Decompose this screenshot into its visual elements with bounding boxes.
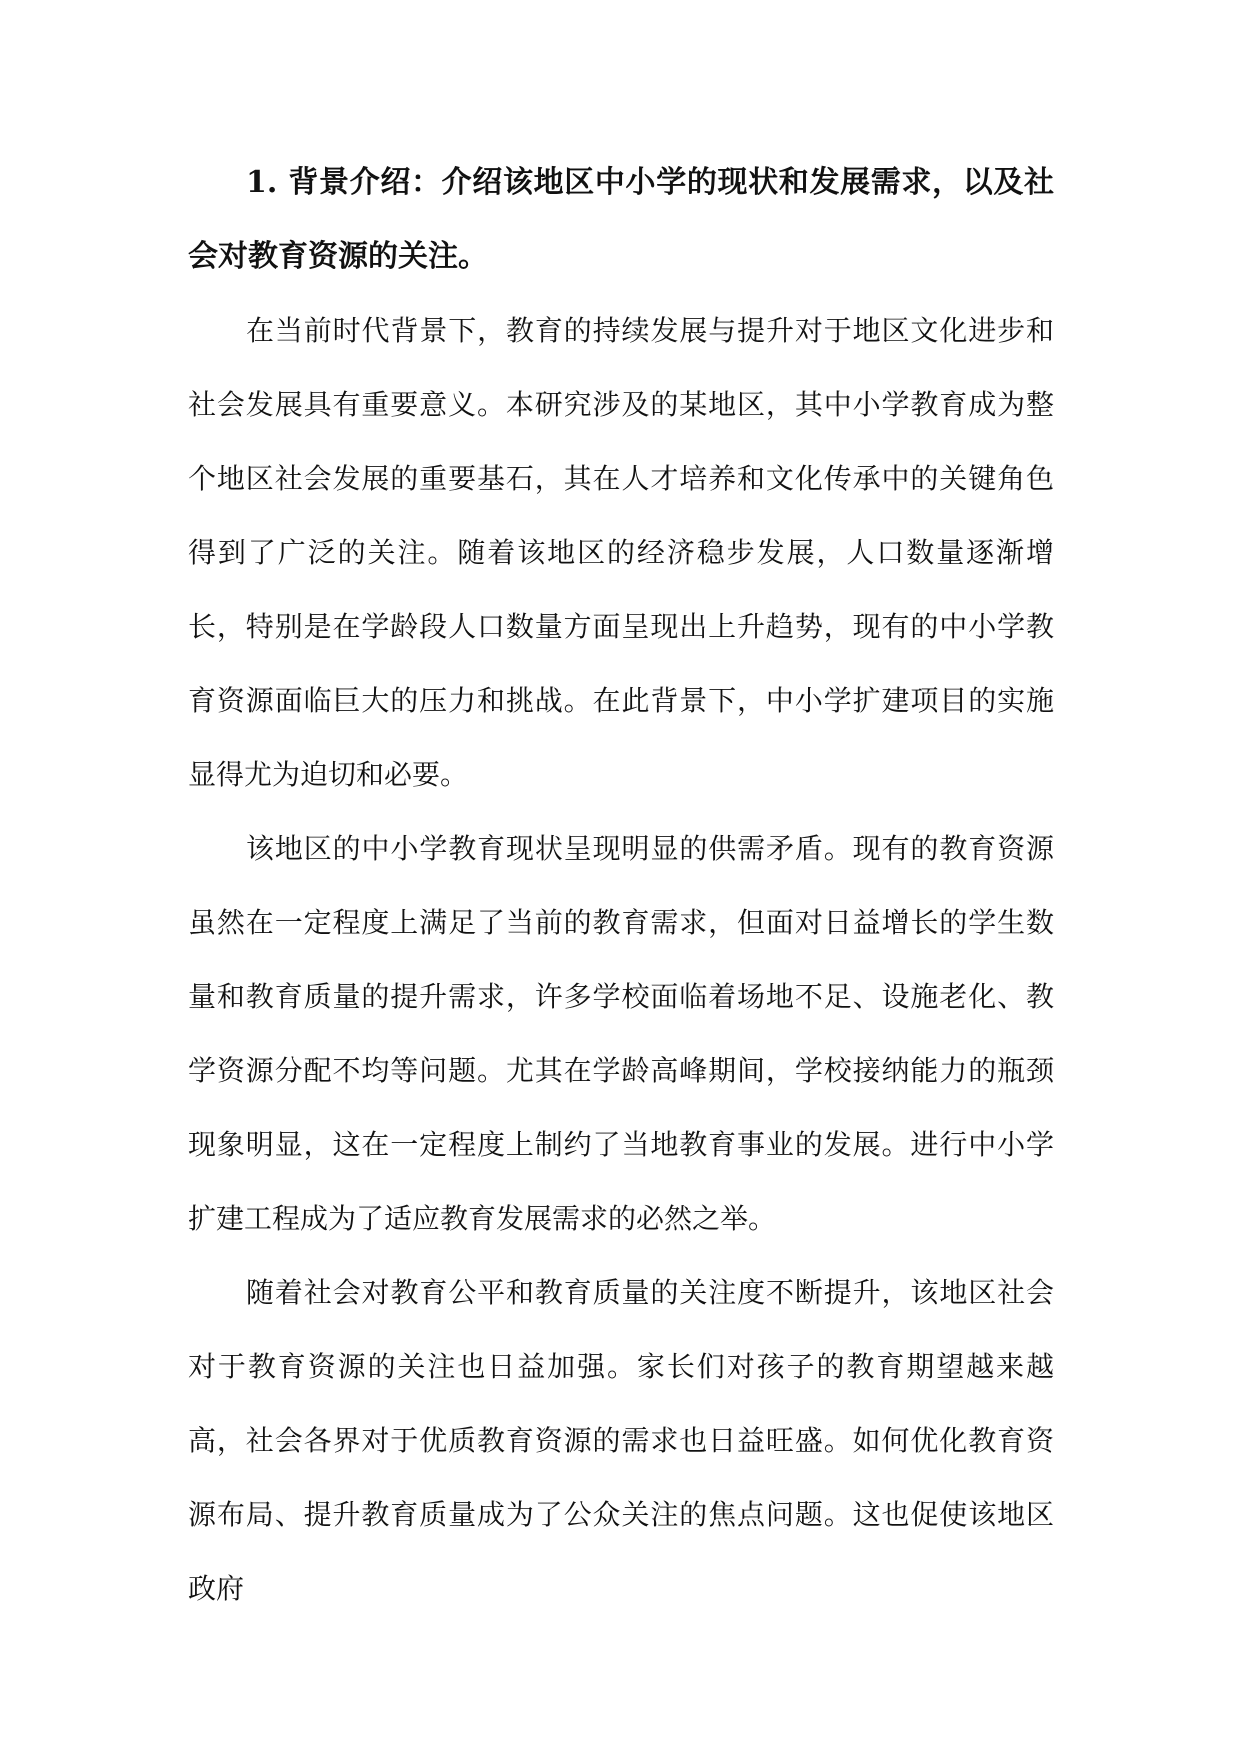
document-page <box>188 146 1054 1626</box>
paragraph-2: 该地区的中小学教育现状呈现明显的供需矛盾。现有的教育资源虽然在一定程度上满足了当前的教育需求，但面对日益增长的学生数量和教育质量的提升需求，许多学校面临着场地不足、设施老化、教学资源分配不均等问题。尤其在学龄高峰期间，学校接纳能力的瓶颈现象明显，这在一定程度上制约了当地教育事业的发展。进行中小学扩建工程成为了适应教育发展需求的必然之举。 <box>188 832 1054 1235</box>
paragraph-1: 在当前时代背景下，教育的持续发展与提升对于地区文化进步和社会发展具有重要意义。本研究涉及的某地区，其中小学教育成为整个地区社会发展的重要基石，其在人才培养和文化传承中的关键角色得到了广泛的关注。随着该地区的经济稳步发展，人口数量逐渐增长，特别是在学龄段人口数量方面呈现出上升趋势，现有的中小学教育资源面临巨大的压力和挑战。在此背景下，中小学扩建项目的实施显得尤为迫切和必要。 <box>188 314 1054 791</box>
paragraph-3: 随着社会对教育公平和教育质量的关注度不断提升，该地区社会对于教育资源的关注也日益加强。家长们对孩子的教育期望越来越高，社会各界对于优质教育资源的需求也日益旺盛。如何优化教育资源布局、提升教育质量成为了公众关注的焦点问题。这也促使该地区政府 <box>188 1276 1054 1605</box>
section-heading: 1. 背景介绍：介绍该地区中小学的现状和发展需求，以及社会对教育资源的关注。 <box>188 165 1054 274</box>
